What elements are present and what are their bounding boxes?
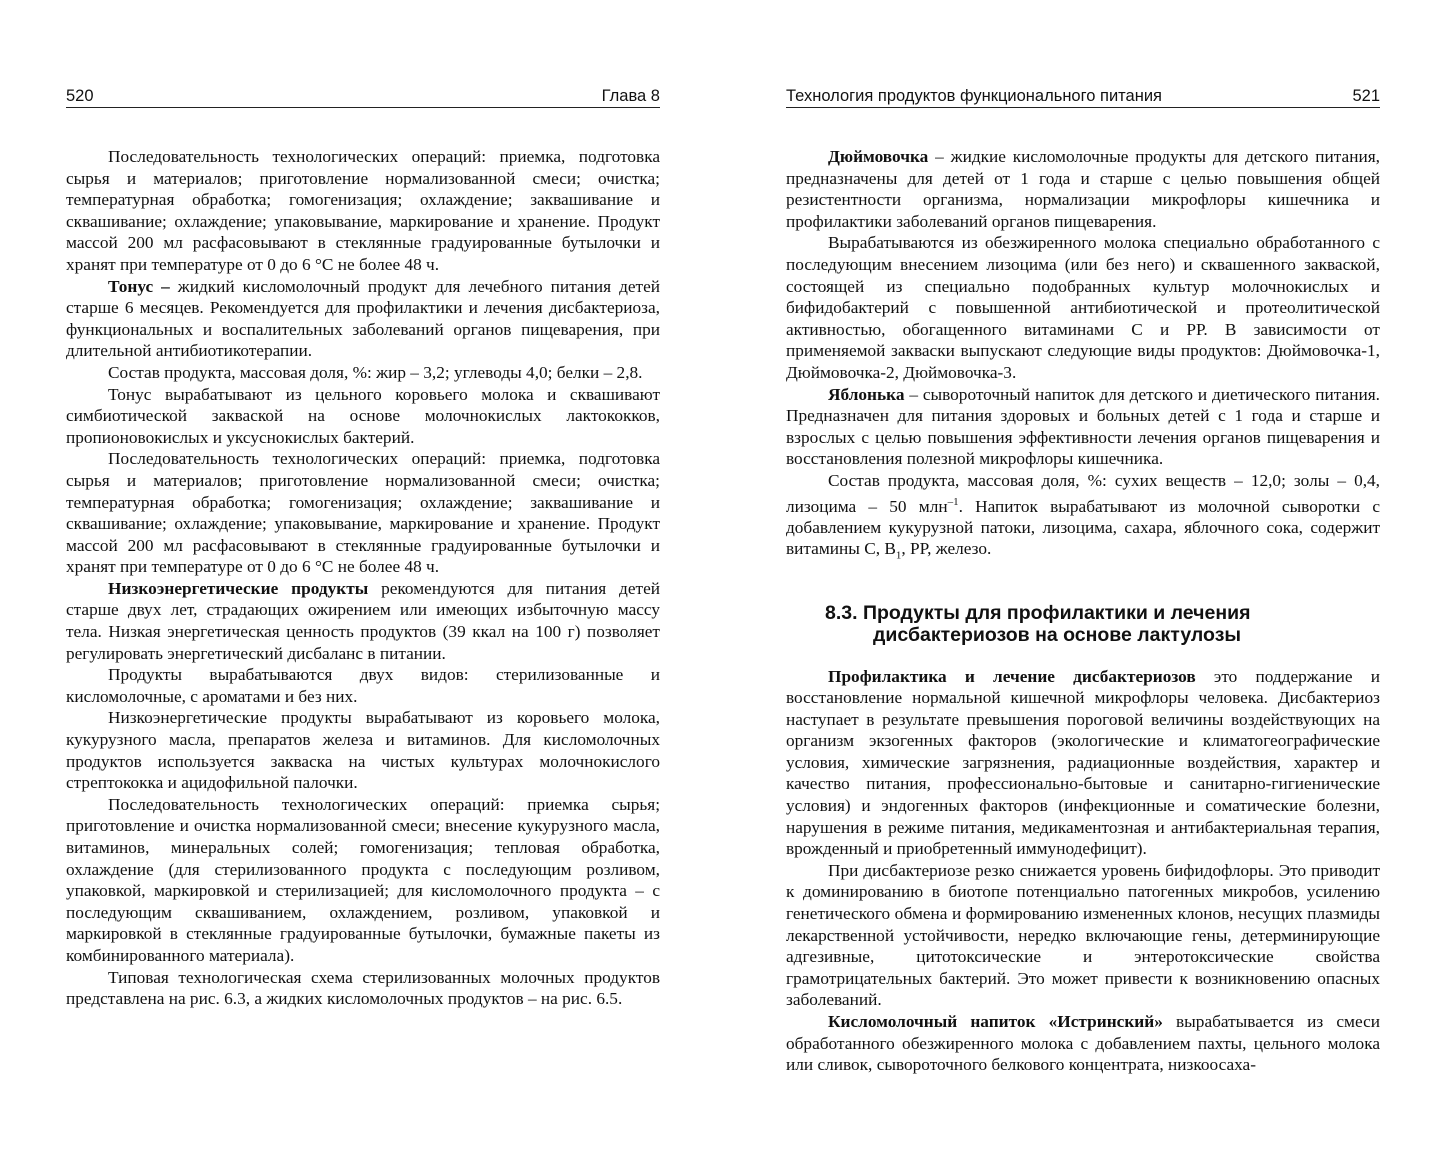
- paragraph: Состав продукта, массовая доля, %: жир – 3,2; углеводы 4,0; белки – 2,8.: [108, 362, 643, 382]
- paragraph-lead-term: Яблонька: [828, 384, 905, 404]
- paragraph: Состав продукта, массовая доля, %: сухих веществ – 12,0; золы – 0,4, лизоцима – 50 млн$^{-1}$. Напиток вырабатывают из молочной сыворотки с добавлением кукурузной патоки, лизоцима, сахара, яблочного сока, содержит витамины С, $В_1$, РР, железо.: [786, 470, 1380, 562]
- paragraph: Яблонька – сывороточный напиток для детского и диетического питания. Предназначен для питания здоровых и больных детей с 1 года и старше и взрослых с целью повышения эффективности лечения органов пищеварения и восстановления полезной микрофлоры кишечника.: [786, 384, 1380, 469]
- page-body: [786, 146, 1380, 1076]
- running-title: Глава 8: [601, 87, 660, 105]
- paragraph-lead-term: Тонус –: [108, 276, 170, 296]
- left-page: [66, 86, 660, 1010]
- paragraph: Последовательность технологических операций: приемка сырья; приготовление и очистка нормализованной смеси; внесение кукурузного масла, витаминов, минеральных солей; гомогенизация; тепловая обработка, охлаждение (для стерилизованного продукта с последующим розливом, упаковкой, маркировкой и стерилизацией; для кисломолочного продукта – с последующим сквашиванием, охлаждением, розливом, упаковкой и маркировкой в стеклянные градуированные бутылочки, бумажные пакеты из комбинированного материала).: [66, 794, 660, 965]
- right-page: [786, 86, 1380, 1076]
- paragraph-lead-term: Низкоэнергетические продукты: [108, 578, 369, 598]
- paragraph-lead-term: Дюймовочка: [828, 147, 929, 166]
- section-heading: 8.3. Продукты для профилактики и лечения дисбактериозов на основе лактулозы: [825, 601, 1251, 646]
- running-header: [66, 86, 660, 108]
- paragraph: Низкоэнергетические продукты рекомендуются для питания детей старше двух лет, страдающих ожирением или имеющих избыточную массу тела. Низкая энергетическая ценность продуктов (39 ккал на 100 г) позволяет регулировать энергетический дисбаланс в питании.: [66, 578, 660, 663]
- paragraph: Типовая технологическая схема стерилизованных молочных продуктов представлена на рис. 6.3, а жидких кисломолочных продуктов – на рис. 6.5.: [66, 967, 660, 1009]
- page-number: 520: [66, 87, 94, 105]
- paragraph: Последовательность технологических операций: приемка, подготовка сырья и материалов; приготовление нормализованной смеси; очистка; температурная обработка; гомогенизация; охлаждение; заквашивание и сквашивание; охлаждение; упаковывание, маркирование и хранение. Продукт массой 200 мл расфасовывают в стеклянные градуированные бутылочки и хранят при температуре от 0 до 6 °С не более 48 ч.: [66, 449, 660, 577]
- paragraph: Кисломолочный напиток «Истринский» вырабатывается из смеси обработанного обезжиренного молока с добавлением пахты, цельного молока или сливок, сывороточного белкового концентрата, низкоосаха-: [786, 1012, 1381, 1075]
- paragraph: Вырабатываются из обезжиренного молока специально обработанного с последующим внесением лизоцима (или без него) и сквашенного закваской, состоящей из специально подобранных культур молочнокислых и бифидобактерий с повышенной антибиотической и протеолитической активностью, обогащенного витаминами С и РР. В зависимости от применяемой закваски выпускают следующие виды продуктов: Дюймовочка-1, Дюймовочка-2, Дюймовочка-3.: [786, 233, 1380, 382]
- page-number: 521: [1352, 87, 1380, 105]
- paragraph: Последовательность технологических операций: приемка, подготовка сырья и материалов; приготовление нормализованной смеси; очистка; температурная обработка; гомогенизация; охлаждение; заквашивание и сквашивание; охлаждение; упаковывание, маркирование и хранение. Продукт массой 200 мл расфасовывают в стеклянные градуированные бутылочки и хранят при температуре от 0 до 6 °С не более 48 ч.: [66, 147, 660, 274]
- paragraph: Дюймовочка – жидкие кисломолочные продукты для детского питания, предназначены для детей от 1 года и старше с целью повышения общей резистентности организма, нормализации микрофлоры кишечника и профилактики заболеваний органов пищеварения.: [786, 147, 1380, 231]
- running-title: Технология продуктов функционального питания: [786, 87, 1162, 105]
- paragraph: Продукты вырабатываются двух видов: стерилизованные и кисломолочные, с ароматами и без них.: [66, 665, 660, 706]
- paragraph: Тонус вырабатывают из цельного коровьего молока и сквашивают симбиотической закваской на основе молочнокислых лактококков, пропионовокислых и уксуснокислых бактерий.: [66, 384, 660, 447]
- paragraph: При дисбактериозе резко снижается уровень бифидофлоры. Это приводит к доминированию в биотопе потенциально патогенных микробов, усилению генетического обмена и формированию измененных клонов, несущих плазмиды лекарственной устойчивости, нередко включающие гены, детерминирующие адгезивные, цитотоксические и энтеротоксические свойства грамотрицательных бактерий. Это может привести к возникновению опасных заболеваний.: [786, 860, 1380, 1010]
- paragraph-lead-term: Кисломолочный напиток «Истринский»: [828, 1012, 1163, 1031]
- paragraph-lead-term: Профилактика и лечение дисбактериозов: [828, 666, 1196, 686]
- paragraph: Низкоэнергетические продукты вырабатывают из коровьего молока, кукурузного масла, препаратов железа и витаминов. Для кисломолочных продуктов используется закваска на чистых культурах молочнокислого стрептококка и ацидофильной палочки.: [66, 708, 660, 793]
- running-header: [786, 86, 1380, 108]
- paragraph: Профилактика и лечение дисбактериозов это поддержание и восстановление нормальной кишечной микрофлоры человека. Дисбактериоз наступает в результате превышения пороговой величины воздействующих на организм экзогенных факторов (экологические и климатогеографические условия, химические загрязнения, радиационные воздействия, характер и качество питания, профессионально-бытовые и санитарно-гигиенические условия) и эндогенных факторов (инфекционные и соматические болезни, нарушения в режиме питания, медикаментозная и антибактериальная терапия, врожденный и приобретенный иммунодефицит).: [786, 666, 1381, 859]
- page-body: [66, 146, 660, 1010]
- paragraph: Тонус – жидкий кисломолочный продукт для лечебного питания детей старше 6 месяцев. Рекомендуется для профилактики и лечения дисбактериоза, функциональных и воспалительных заболеваний органов пищеварения, при длительной антибиотикотерапии.: [66, 276, 660, 361]
